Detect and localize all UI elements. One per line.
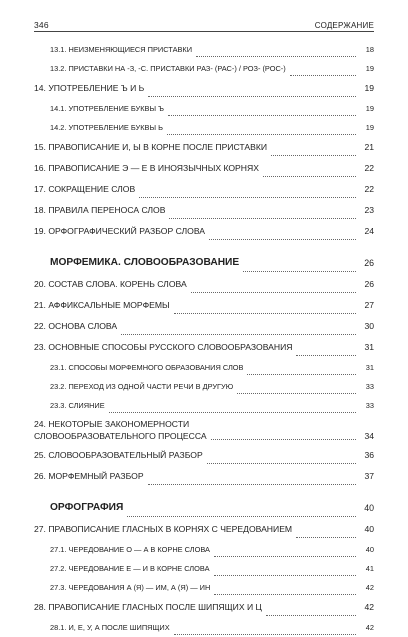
toc-entry-label: 22. ОСНОВА СЛОВА [34, 321, 118, 331]
toc-entry-page: 40 [364, 503, 374, 513]
toc-entry-page: 22 [364, 184, 374, 194]
toc-entry-label: 21. АФФИКСАЛЬНЫЕ МОРФЕМЫ [34, 300, 170, 310]
dot-leader [196, 55, 356, 57]
dot-leader [247, 373, 356, 375]
dot-leader [191, 291, 356, 293]
header-rule [34, 31, 374, 32]
toc-entry[interactable] [34, 158, 374, 179]
toc-entry-page: 19 [365, 123, 374, 132]
toc-entry-page: 18 [365, 45, 374, 54]
toc-entry-page: 24 [364, 226, 374, 236]
toc-entry-label: 24. НЕКОТОРЫЕ ЗАКОНОМЕРНОСТИ [34, 419, 190, 429]
dot-leader [121, 333, 356, 335]
toc-entry-page: 42 [365, 583, 374, 592]
toc-entry-label: 27.1. ЧЕРЕДОВАНИЕ О — А В КОРНЕ СЛОВА [50, 545, 210, 554]
dot-leader [263, 175, 356, 177]
dot-leader [169, 217, 356, 219]
toc-entry-page: 19 [365, 64, 374, 73]
toc-entry-page: 36 [364, 450, 374, 460]
toc-entry-label: 15. ПРАВОПИСАНИЕ И, Ы В КОРНЕ ПОСЛЕ ПРИСТАВКИ [34, 142, 268, 152]
toc-entry[interactable] [34, 200, 374, 221]
dot-leader [148, 95, 356, 97]
toc-entry-page: 31 [365, 363, 374, 372]
toc-entry[interactable] [34, 274, 374, 295]
toc-entry[interactable] [34, 377, 374, 396]
toc-entry[interactable] [34, 40, 374, 59]
toc-entry-page: 22 [364, 163, 374, 173]
dot-leader [109, 411, 356, 413]
toc-entry-page: 40 [364, 524, 374, 534]
toc-entry[interactable] [34, 118, 374, 137]
toc-entry[interactable] [34, 221, 374, 242]
toc-entry[interactable] [34, 540, 374, 559]
toc-entry[interactable] [34, 179, 374, 200]
toc-entry-page: 34 [364, 431, 374, 441]
toc-entry-page: 33 [365, 401, 374, 410]
dot-leader [214, 574, 356, 576]
dot-leader [243, 270, 356, 272]
toc-entry[interactable] [34, 59, 374, 78]
dot-leader [237, 392, 356, 394]
toc-entry-label: 23.2. ПЕРЕХОД ИЗ ОДНОЙ ЧАСТИ РЕЧИ В ДРУГУЮ [50, 382, 234, 391]
page-header [34, 14, 374, 30]
toc-entry[interactable] [34, 618, 374, 637]
toc-entry-label: 28. ПРАВОПИСАНИЕ ГЛАСНЫХ ПОСЛЕ ШИПЯЩИХ И Ц [34, 602, 262, 612]
toc-entry-label: 27.2. ЧЕРЕДОВАНИЕ Е — И В КОРНЕ СЛОВА [50, 564, 210, 573]
dot-leader [209, 238, 356, 240]
dot-leader [214, 593, 356, 595]
dot-leader [211, 438, 356, 440]
toc-entry-page: 19 [365, 104, 374, 113]
dot-leader [127, 515, 356, 517]
toc-entry-page: 42 [364, 602, 374, 612]
toc-entry-label: 13.1. НЕИЗМЕНЯЮЩИЕСЯ ПРИСТАВКИ [50, 45, 193, 54]
toc-entry[interactable] [34, 466, 374, 487]
toc-entry-page: 27 [364, 300, 374, 310]
toc-entry-label: 17. СОКРАЩЕНИЕ СЛОВ [34, 184, 136, 194]
toc-entry-label: 23. ОСНОВНЫЕ СПОСОБЫ РУССКОГО СЛОВООБРАЗОВАНИЯ [34, 342, 293, 352]
dot-leader [214, 555, 356, 557]
dot-leader [168, 114, 356, 116]
toc-entry-page: 40 [365, 545, 374, 554]
toc-entry[interactable] [34, 559, 374, 578]
toc-entry-label: 19. ОРФОГРАФИЧЕСКИЙ РАЗБОР СЛОВА [34, 226, 206, 236]
toc-section-heading[interactable] [34, 252, 374, 274]
toc-entry-label: 27. ПРАВОПИСАНИЕ ГЛАСНЫХ В КОРНЯХ С ЧЕРЕДОВАНИЕМ [34, 524, 293, 534]
toc-entry-label: 13.2. ПРИСТАВКИ НА -З, -С. ПРИСТАВКИ РАЗ- (РАС-) / РОЗ- (РОС-) [50, 64, 286, 73]
toc-entry-label: 20. СОСТАВ СЛОВА. КОРЕНЬ СЛОВА [34, 279, 187, 289]
toc-entry-label-continued: СЛОВООБРАЗОВАТЕЛЬНОГО ПРОЦЕССА [34, 431, 207, 441]
toc-section-heading[interactable] [34, 497, 374, 519]
toc-entry[interactable] [34, 597, 374, 618]
toc-entry-label: 25. СЛОВООБРАЗОВАТЕЛЬНЫЙ РАЗБОР [34, 450, 203, 460]
toc-entry-page: 33 [365, 382, 374, 391]
toc-entry-page: 30 [364, 321, 374, 331]
toc-entry-label: 27.3. ЧЕРЕДОВАНИЯ А (Я) — ИМ, А (Я) — ИН [50, 583, 211, 592]
dot-leader [174, 312, 356, 314]
toc-entry-page: 37 [364, 471, 374, 481]
toc-entry[interactable] [34, 445, 374, 466]
toc-entry-page: 23 [364, 205, 374, 215]
dot-leader [207, 462, 356, 464]
dot-leader [271, 154, 356, 156]
toc-entry[interactable] [34, 316, 374, 337]
toc-entry-label: 14.1. УПОТРЕБЛЕНИЕ БУКВЫ Ъ [50, 104, 164, 113]
toc-entry-label: 26. МОРФЕМНЫЙ РАЗБОР [34, 471, 144, 481]
dot-leader [148, 483, 356, 485]
toc-entry[interactable] [34, 358, 374, 377]
toc-entry[interactable] [34, 578, 374, 597]
toc-entry-page: 26 [364, 258, 374, 268]
running-title: СОДЕРЖАНИЕ [314, 21, 374, 30]
toc-entry-label: 14. УПОТРЕБЛЕНИЕ Ъ И Ь [34, 83, 145, 93]
toc-entry[interactable] [34, 295, 374, 316]
toc-entry-label: 23.3. СЛИЯНИЕ [50, 401, 105, 410]
toc-entry[interactable] [34, 78, 374, 99]
dot-leader [167, 133, 356, 135]
toc-entry-page: 19 [364, 83, 374, 93]
toc-entry[interactable] [34, 337, 374, 358]
toc-entry-page: 41 [365, 564, 374, 573]
toc-entry-page: 21 [364, 142, 374, 152]
toc-entry-label: МОРФЕМИКА. СЛОВООБРАЗОВАНИЕ [50, 257, 240, 268]
toc-entry-page: 26 [364, 279, 374, 289]
toc-entry[interactable] [34, 137, 374, 158]
toc-entry-label: 28.1. И, Е, У, А ПОСЛЕ ШИПЯЩИХ [50, 623, 170, 632]
dot-leader [290, 74, 356, 76]
toc-entry-label: 14.2. УПОТРЕБЛЕНИЕ БУКВЫ Ь [50, 123, 163, 132]
dot-leader [266, 614, 356, 616]
toc-entry[interactable] [34, 396, 374, 415]
toc-entry-page: 42 [365, 623, 374, 632]
toc-entry[interactable] [34, 415, 374, 445]
dot-leader [174, 633, 356, 635]
table-of-contents [34, 40, 374, 637]
page-number: 346 [34, 20, 49, 30]
toc-entry[interactable] [34, 99, 374, 118]
toc-entry-label: 23.1. СПОСОБЫ МОРФЕМНОГО ОБРАЗОВАНИЯ СЛОВ [50, 363, 244, 372]
toc-entry-page: 31 [364, 342, 374, 352]
dot-leader [296, 536, 356, 538]
dot-leader [296, 354, 356, 356]
toc-entry-label: ОРФОГРАФИЯ [50, 502, 124, 513]
toc-entry[interactable] [34, 519, 374, 540]
dot-leader [139, 196, 356, 198]
toc-entry-label: 16. ПРАВОПИСАНИЕ Э — Е В ИНОЯЗЫЧНЫХ КОРНЯХ [34, 163, 259, 173]
toc-entry-label: 18. ПРАВИЛА ПЕРЕНОСА СЛОВ [34, 205, 166, 215]
